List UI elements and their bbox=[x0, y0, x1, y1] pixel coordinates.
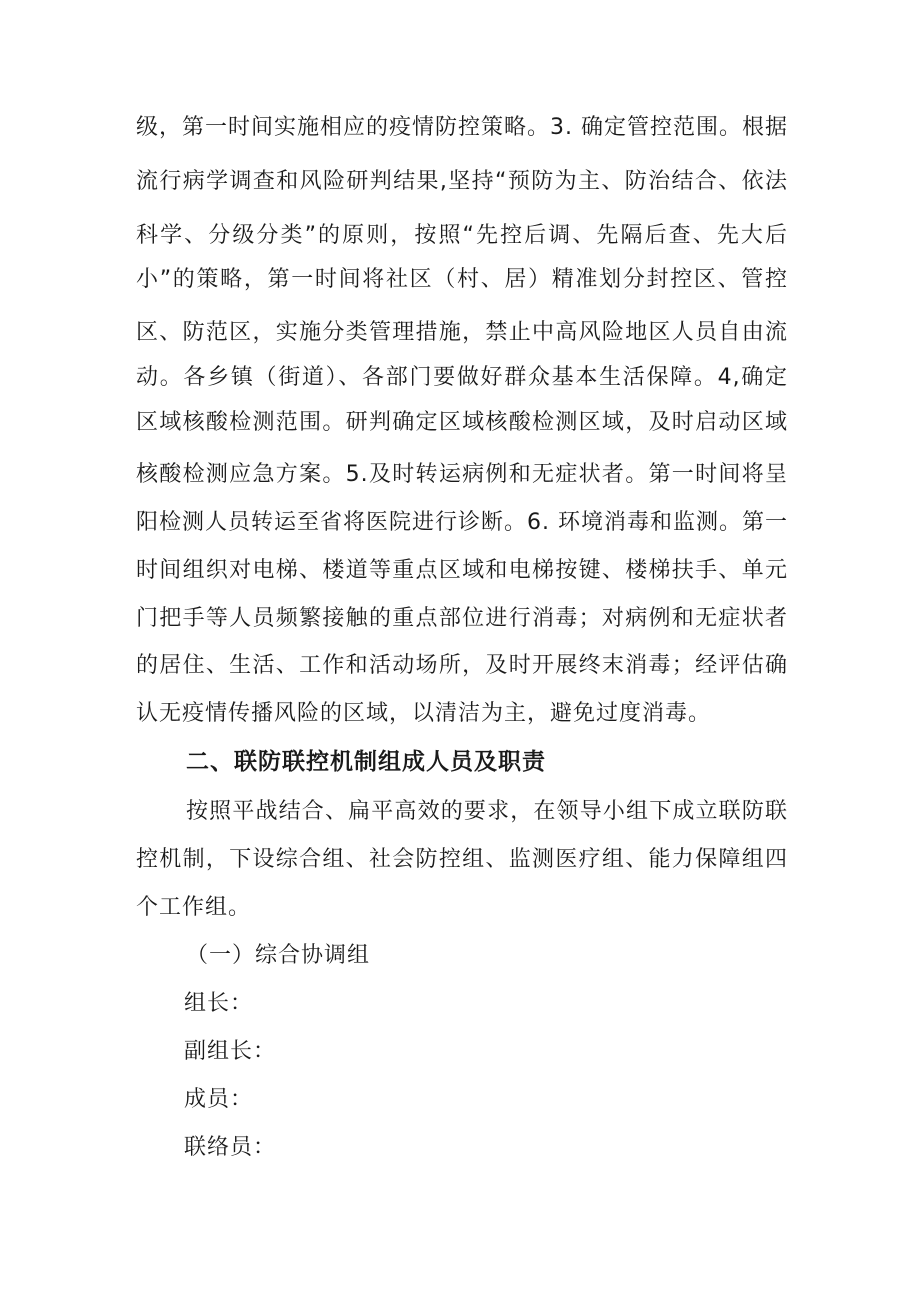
paragraph-line: 门把手等人员频繁接触的重点部位进行消毒；对病例和无症状者 bbox=[136, 606, 788, 631]
paragraph-line: 区、防范区，实施分类管理措施，禁止中高风险地区人员自由流 bbox=[136, 320, 788, 345]
role-liaison-label: 联络员： bbox=[184, 1135, 277, 1160]
paragraph-line: 认无疫情传播风险的区域，以清洁为主，避免过度消毒。 bbox=[136, 701, 712, 726]
role-deputy-leader-label: 副组长： bbox=[184, 1039, 277, 1064]
paragraph-line: 核酸检测应急方案。5.及时转运病例和无症状者。第一时间将呈 bbox=[136, 462, 788, 487]
section-heading: 二、联防联控机制组成人员及职责 bbox=[186, 749, 546, 775]
paragraph-line: 阳检测人员转运至省将医院进行诊断。6. 环境消毒和监测。第一 bbox=[136, 510, 788, 535]
paragraph-line: 级，第一时间实施相应的疫情防控策略。3. 确定管控范围。根据 bbox=[136, 115, 788, 140]
paragraph-line: 区域核酸检测范围。研判确定区域核酸检测区域，及时启动区域 bbox=[136, 410, 788, 435]
paragraph-line: 控机制，下设综合组、社会防控组、监测医疗组、能力保障组四 bbox=[136, 847, 788, 872]
paragraph-line: 个工作组。 bbox=[136, 895, 252, 920]
paragraph-line: 流行病学调查和风险研判结果,坚持“预防为主、防治结合、依法 bbox=[136, 169, 788, 194]
paragraph-line: 动。各乡镇（街道）、各部门要做好群众基本生活保障。4,确定 bbox=[136, 365, 788, 390]
paragraph-line: 时间组织对电梯、楼道等重点区域和电梯按键、楼梯扶手、单元 bbox=[136, 558, 788, 583]
role-leader-label: 组长： bbox=[184, 991, 254, 1016]
paragraph-line: 的居住、生活、工作和活动场所，及时开展终末消毒；经评估确 bbox=[136, 653, 788, 678]
paragraph-line: 小”的策略，第一时间将社区（村、居）精准划分封控区、管控 bbox=[136, 267, 788, 292]
role-members-label: 成员： bbox=[184, 1087, 254, 1112]
subsection-title: （一）综合协调组 bbox=[186, 943, 371, 968]
paragraph-line: 按照平战结合、扁平高效的要求，在领导小组下成立联防联 bbox=[186, 799, 788, 824]
paragraph-line: 科学、分级分类”的原则，按照“先控后调、先隔后查、先大后 bbox=[136, 223, 789, 248]
